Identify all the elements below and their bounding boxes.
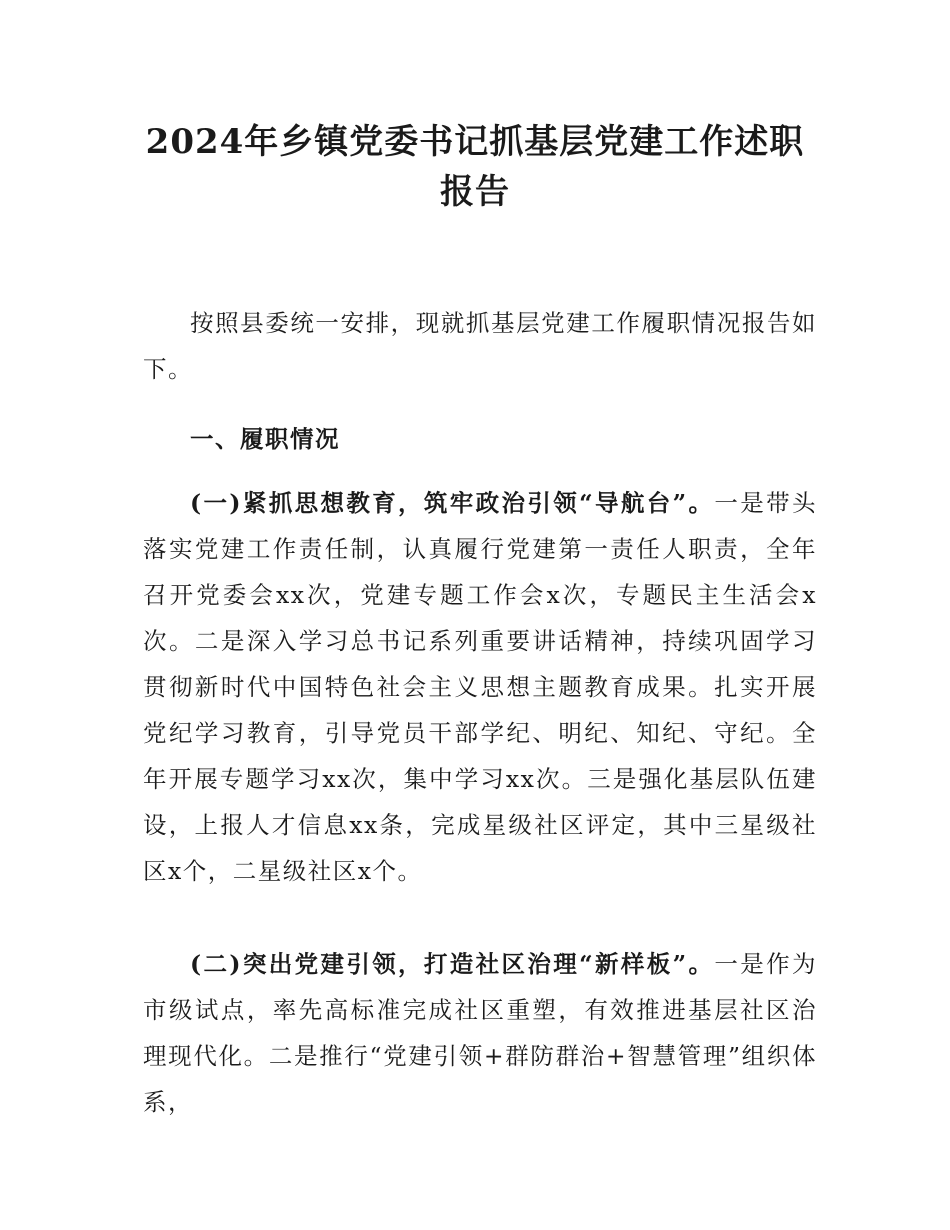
intro-paragraph: 按照县委统一安排，现就抓基层党建工作履职情况报告如下。 <box>143 309 817 383</box>
subsection-2-heading: (二)突出党建引领，打造社区治理“新样板”。 <box>190 950 715 978</box>
document-title: 2024年乡镇党委书记抓基层党建工作述职报告 <box>145 122 805 212</box>
section-heading: 一、履职情况 <box>190 425 340 453</box>
subsection-1-body: 一是带头落实党建工作责任制，认真履行党建第一责任人职责，全年召开党委会xx次，党建专题工作会x次，专题民主生活会x次。二是深入学习总书记系列重要讲话精神，持续巩固学习贯彻新时代中国特色社会主义思想主题教育成果。扎实开展党纪学习教育，引导党员干部学纪、明纪、知纪、守纪。全年开展专题学习xx次，集中学习xx次。三是强化基层队伍建设，上报人才信息xx条，完成星级社区评定，其中三星级社区x个，二星级社区x个。 <box>143 489 817 885</box>
subsection-1-paragraph <box>143 480 817 894</box>
subsection-1-heading: (一)紧抓思想教育，筑牢政治引领“导航台”。 <box>190 489 715 517</box>
subsection-2-paragraph <box>143 941 817 1125</box>
subsection-2-body: 一是作为市级试点，率先高标准完成社区重塑，有效推进基层社区治理现代化。二是推行“党建引领+群防群治+智慧管理”组织体系， <box>143 950 817 1116</box>
